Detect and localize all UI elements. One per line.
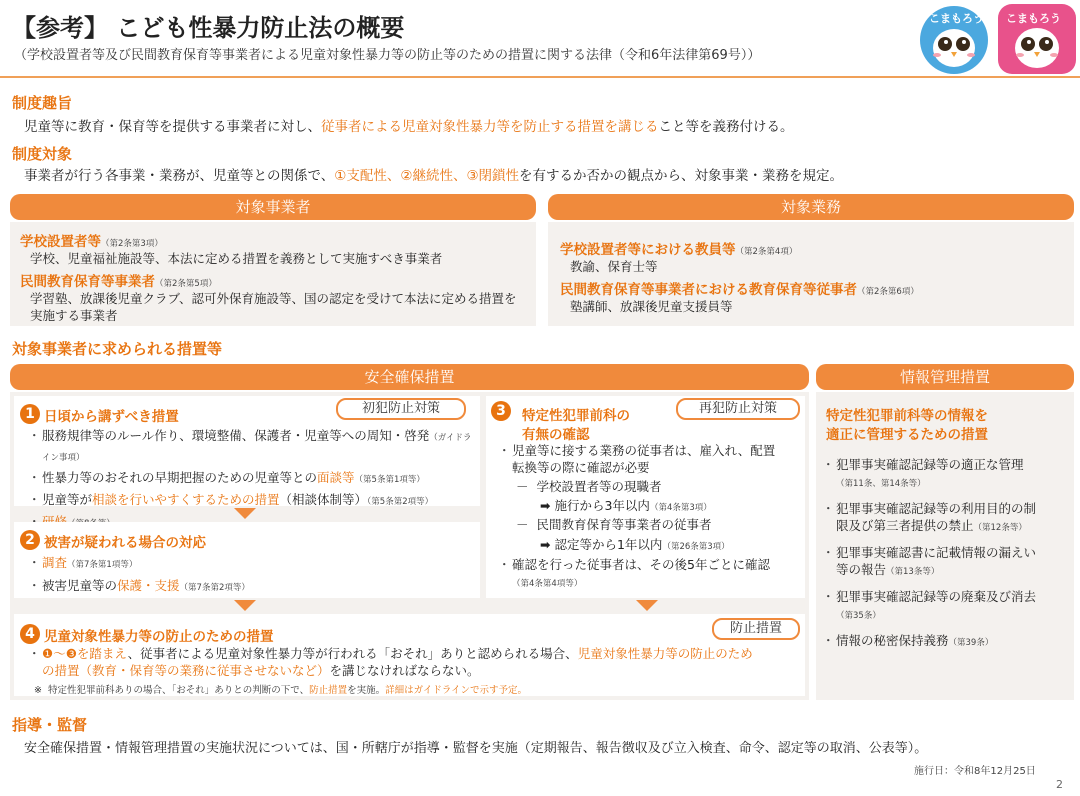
list-item: ・ ❶～❸を踏まえ、従事者による児童対象性暴力等が行われる「おそれ」ありと認められる場合、児童対象性暴力等の防止のため の措置（教育・保育等の業務に従事させないなど）を講じなければならない。 <box>30 645 800 679</box>
arrow-down-icon <box>234 600 256 611</box>
measure3-sub2: － 民間教育保育等事業者の従事者 <box>516 517 712 532</box>
target-text: 事業者が行う各事業・業務が、児童等との関係で、①支配性、②継続性、③閉鎖性を有するか否かの観点から、対象事業・業務を規定。 <box>24 168 844 184</box>
list-item: ・ 確認を行った従事者は、その後5年ごとに確認 （第4条第4項等） <box>500 556 802 593</box>
target-duties-bar: 対象業務 <box>548 194 1074 220</box>
measure4-list <box>30 645 800 679</box>
list-item: ・ 児童等が相談を行いやすくするための措置（相談体制等）（第5条第2項等） <box>30 491 476 511</box>
measure3-number: 3 <box>491 401 511 421</box>
measure3-sub1-arrow: ➡ 施行から3年以内（第4条第3項） <box>540 498 712 513</box>
safety-measures-bar: 安全確保措置 <box>10 364 809 390</box>
list-item: ・ 犯罪事実確認記録等の廃棄及び消去 （第35条） <box>824 588 1070 625</box>
logo2-text: こまもろう <box>1006 12 1061 25</box>
list-item: ・ 服務規律等のルール作り、環境整備、保護者・児童等への周知・啓発（ガイドライン事項） <box>30 427 476 467</box>
list-item: ・ 犯罪事実確認記録等の適正な管理 （第11条、第14条等） <box>824 456 1070 493</box>
measure1-title: 日頃から講ずべき措置 <box>44 409 179 425</box>
enforcement-date: 施行日：令和8年12月25日 <box>914 766 1036 777</box>
list-item: ・ 調査（第7条第1項等） <box>30 554 476 574</box>
purpose-text: 児童等に教育・保育等を提供する事業者に対し、従事者による児童対象性暴力等を防止する措置を講じること等を義務付ける。 <box>24 119 794 135</box>
operator-item-1-desc: 学校、児童福祉施設等、本法に定める措置を義務として実施すべき事業者 <box>30 251 443 266</box>
target-heading: 制度対象 <box>12 145 73 163</box>
list-item: ・ 犯罪事実確認記録等の利用目的の制 限及び第三者提供の禁止（第12条等） <box>824 500 1070 537</box>
operator-item-2: 民間教育保育等事業者（第2条第5項） <box>20 274 217 290</box>
measure1-badge: 初犯防止対策 <box>336 398 466 420</box>
arrow-down-icon <box>234 508 256 519</box>
list-item: ・ 児童等に接する業務の従事者は、雇入れ、配置 転換等の際に確認が必要 <box>500 442 802 476</box>
page-title: 【参考】 こども性暴力防止法の概要 <box>12 14 405 42</box>
measure4-badge: 防止措置 <box>712 618 800 640</box>
info-list <box>824 456 1070 652</box>
list-item: ・ 情報の秘密保持義務（第39条） <box>824 632 1070 652</box>
measure2-number: 2 <box>20 530 40 550</box>
operator-item-2-desc: 学習塾、放課後児童クラブ、認可外保育施設等、国の認定を受けて本法に定める措置を実施する事業者 <box>30 291 517 323</box>
duty-item-2-desc: 塾講師、放課後児童支援員等 <box>570 299 733 314</box>
arrow-down-icon <box>636 600 658 611</box>
purpose-highlight: 従事者による児童対象性暴力等を防止する措置を講じる <box>321 119 659 135</box>
measures-heading: 対象事業者に求められる措置等 <box>12 340 223 358</box>
measure4-number: 4 <box>20 624 40 644</box>
info-management-bar: 情報管理措置 <box>816 364 1074 390</box>
target-highlight: ①支配性、②継続性、③閉鎖性 <box>334 168 520 184</box>
measure3-title-line2: 有無の確認 <box>522 427 590 443</box>
measure3-list-2 <box>500 556 802 593</box>
measure1-number: 1 <box>20 404 40 424</box>
supervision-text: 安全確保措置・情報管理措置の実施状況については、国・所轄庁が指導・監督を実施（定期報告、報告徴収及び立入検査、命令、認定等の取消、公表等）。 <box>24 741 928 756</box>
measure3-sub2-arrow: ➡ 認定等から1年以内（第26条第3項） <box>540 537 730 552</box>
measure3-sub1: － 学校設置者等の現職者 <box>516 479 662 494</box>
arrow-right-icon: ➡ <box>540 537 551 552</box>
measure3-list <box>500 442 802 476</box>
duty-item-1-desc: 教諭、保育士等 <box>570 259 658 274</box>
measure2-list <box>30 554 476 597</box>
measure3-title-line1: 特定性犯罪前科の <box>522 408 630 424</box>
header-divider <box>0 76 1080 78</box>
arrow-right-icon: ➡ <box>540 498 551 513</box>
purpose-heading: 制度趣旨 <box>12 94 73 112</box>
logo1-text: こまもろう <box>929 12 984 25</box>
measure2-title: 被害が疑われる場合の対応 <box>44 535 206 551</box>
list-item: ・ 犯罪事実確認書に記載情報の漏えい 等の報告（第13条等） <box>824 544 1070 581</box>
duty-item-1: 学校設置者等における教員等（第2条第4項） <box>560 242 798 258</box>
duty-item-2: 民間教育保育等事業者における教育保育等従事者（第2条第6項） <box>560 282 919 298</box>
target-operators-bar: 対象事業者 <box>10 194 536 220</box>
list-item: ・ 被害児童等の保護・支援（第7条第2項等） <box>30 577 476 597</box>
list-item: ・ 性暴力等のおそれの早期把握のための児童等との面談等（第5条第1項等） <box>30 469 476 489</box>
info-title-line2: 適正に管理するための措置 <box>826 427 988 443</box>
logo-komamorou-blue <box>915 4 993 74</box>
page-number: 2 <box>1056 778 1063 791</box>
supervision-heading: 指導・監督 <box>12 716 88 734</box>
measure4-title: 児童対象性暴力等の防止のための措置 <box>44 629 274 645</box>
operator-item-1: 学校設置者等（第2条第3項） <box>20 234 163 250</box>
info-title-line1: 特定性犯罪前科等の情報を <box>826 408 988 424</box>
measure4-note: ※ 特定性犯罪前科ありの場合、「おそれ」ありとの判断の下で、防止措置を実施。詳細はガイドラインで示す予定。 <box>34 685 528 696</box>
logo-komamorou-pink <box>998 4 1076 74</box>
page-subtitle: （学校設置者等及び民間教育保育等事業者による児童対象性暴力等の防止等のための措置に関する法律（令和6年法律第69号）） <box>14 48 761 63</box>
measure3-badge: 再犯防止対策 <box>676 398 800 420</box>
